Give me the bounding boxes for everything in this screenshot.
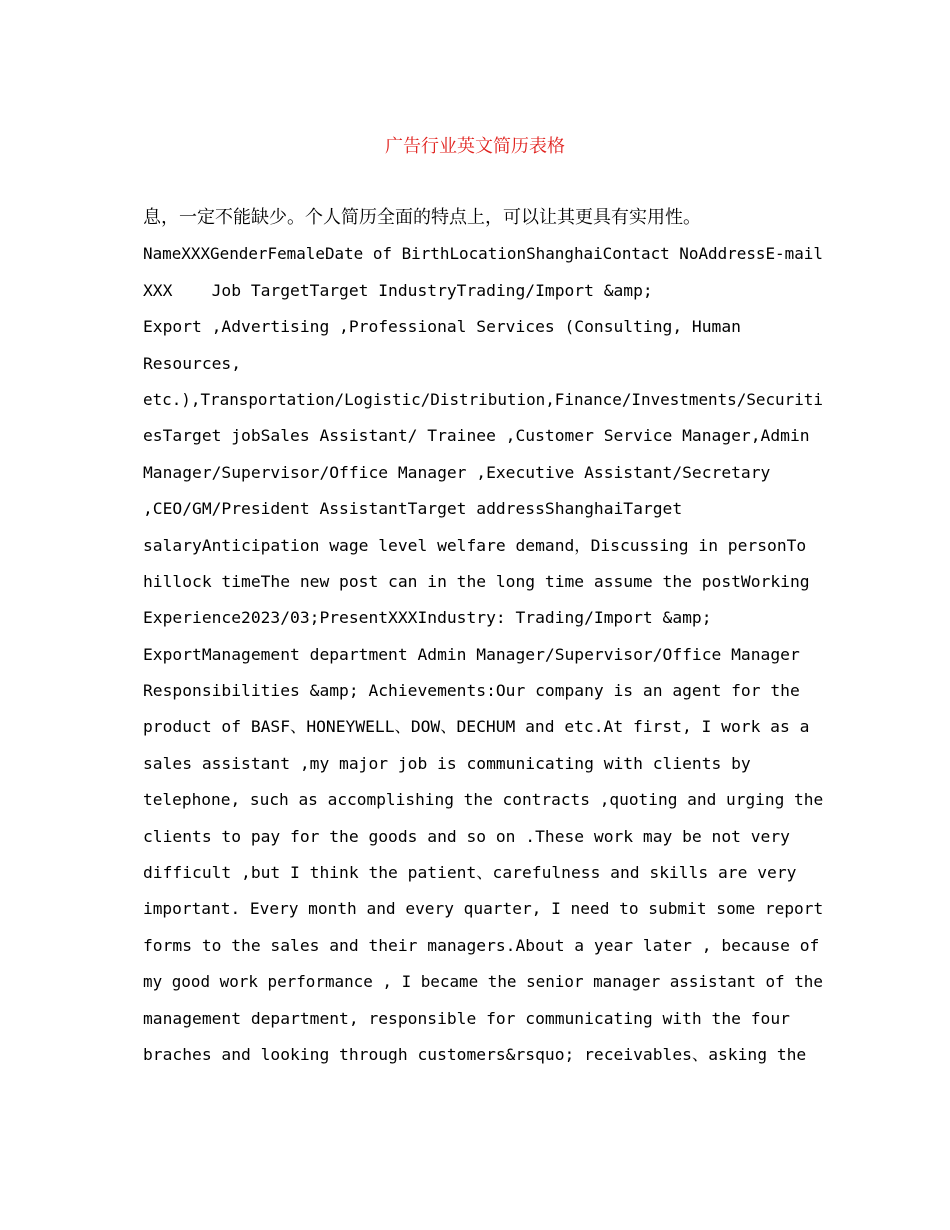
body-line: 息，一定不能缺少。个人简历全面的特点上，可以让其更具有实用性。 xyxy=(143,207,701,228)
body-line: Experience2023/03;PresentXXXIndustry: Trading/Import &amp; xyxy=(143,608,712,628)
body-line: important. Every month and every quarter, I need to submit some report xyxy=(143,899,824,919)
body-line: product of BASF、HONEYWELL、DOW、DECHUM and etc.At first, I work as a xyxy=(143,717,810,737)
body-line: ExportManagement department Admin Manager/Supervisor/Office Manager xyxy=(143,644,800,664)
body-line: forms to the sales and their managers.About a year later , because of xyxy=(143,935,820,955)
body-line: Resources, xyxy=(143,353,242,373)
body-line: hillock timeThe new post can in the long time assume the postWorking xyxy=(143,571,810,591)
body-line: salaryAnticipation wage level welfare demand，Discussing in personTo xyxy=(143,535,807,555)
body-line: etc.),Transportation/Logistic/Distribution,Finance/Investments/Securiti xyxy=(143,389,823,409)
body-line: telephone, such as accomplishing the contracts ,quoting and urging the xyxy=(143,790,824,810)
body-line: Responsibilities &amp; Achievements:Our company is an agent for the xyxy=(143,681,800,701)
body-line: management department, responsible for communicating with the four xyxy=(143,1008,790,1028)
body-line: my good work performance , I became the senior manager assistant of the xyxy=(143,972,823,992)
document-body xyxy=(143,200,823,1073)
document-title: 广告行业英文简历表格 xyxy=(385,136,565,157)
body-line: sales assistant ,my major job is communicating with clients by xyxy=(143,753,751,773)
body-line: NameXXXGenderFemaleDate of BirthLocationShanghaiContact NoAddressE-mail xyxy=(143,244,823,264)
body-line: esTarget jobSales Assistant/ Trainee ,Customer Service Manager,Admin xyxy=(143,426,810,446)
body-line: clients to pay for the goods and so on .These work may be not very xyxy=(143,826,790,846)
body-line: difficult ,but I think the patient、carefulness and skills are very xyxy=(143,863,797,883)
body-line: ,CEO/GM/President AssistantTarget addressShanghaiTarget xyxy=(143,499,683,519)
body-line: Manager/Supervisor/Office Manager ,Executive Assistant/Secretary xyxy=(143,462,771,482)
body-line: XXX Job TargetTarget IndustryTrading/Import &amp; xyxy=(143,280,653,300)
body-line: braches and looking through customers&rsquo; receivables、asking the xyxy=(143,1044,807,1064)
body-line: Export ,Advertising ,Professional Services (Consulting, Human xyxy=(143,317,741,337)
